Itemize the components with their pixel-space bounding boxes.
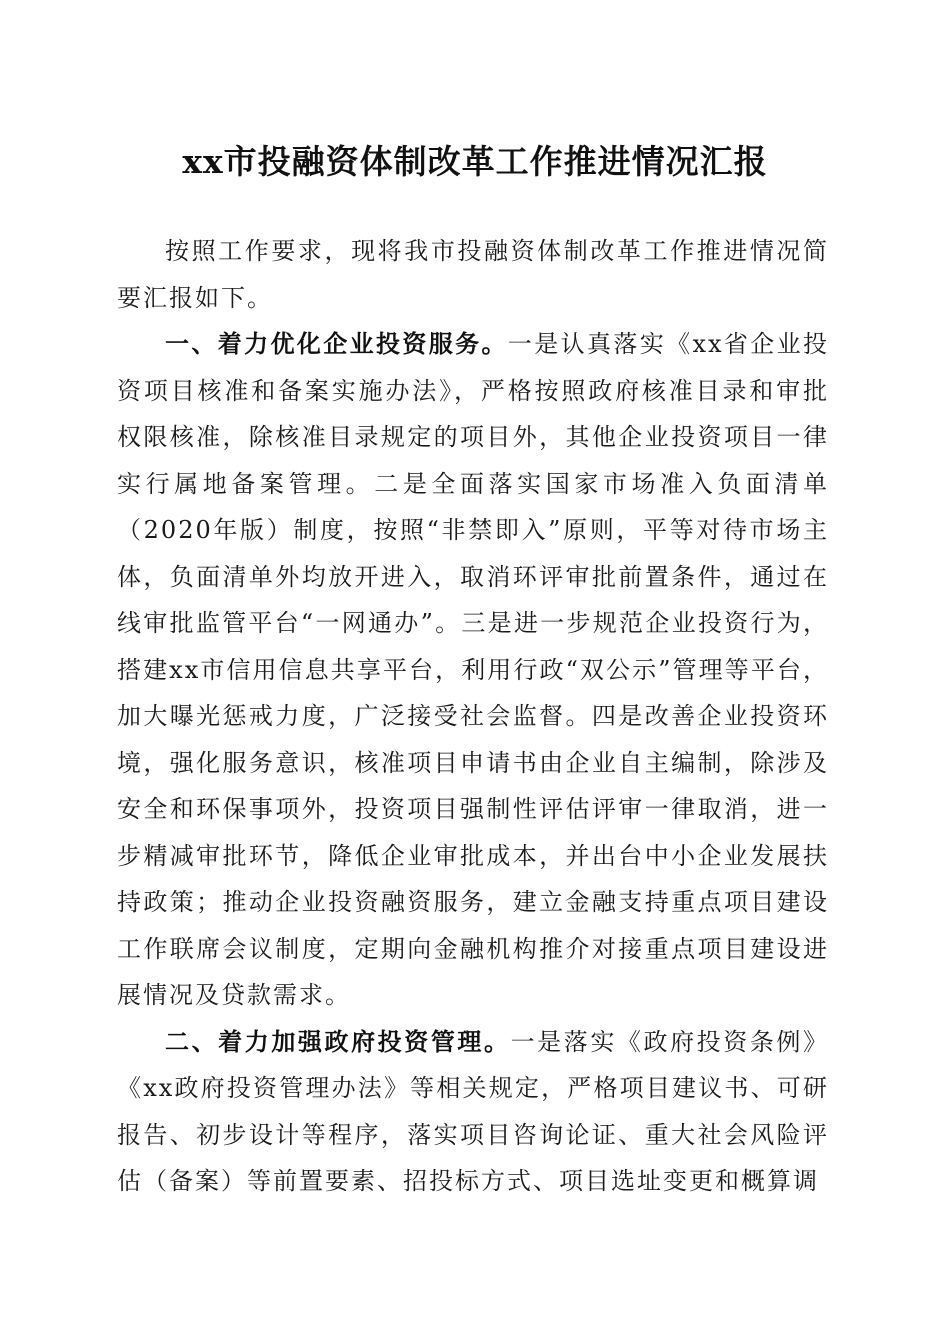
section-heading-2: 二、着力加强政府投资管理。: [165, 1027, 511, 1056]
section-text-1: 一是认真落实《xx省企业投资项目核准和备案实施办法》，严格按照政府核准目录和审批权限核准，除核准目录规定的项目外，其他企业投资项目一律实行属地备案管理。二是全面落实国家市场准入负面清单（2020年版）制度，按照“非禁即入”原则，平等对待市场主体，负面清单外均放开进入，取消环评审批前置条件，通过在线审批监管平台“一网通办”。三是进一步规范企业投资行为，搭建xx市信用信息共享平台，利用行政“双公示”管理等平台，加大曝光惩戒力度，广泛接受社会监督。四是改善企业投资环境，强化服务意识，核准项目申请书由企业自主编制，除涉及安全和环保事项外，投资项目强制性评估评审一律取消，进一步精减审批环节，降低企业审批成本，并出台中小企业发展扶持政策；推动企业投资融资服务，建立金融支持重点项目建设工作联席会议制度，定期向金融机构推介对接重点项目建设进展情况及贷款需求。: [117, 330, 830, 1009]
section-paragraph-2: [117, 1019, 829, 1205]
document-title: xx市投融资体制改革工作推进情况汇报: [182, 142, 768, 181]
document-body: [117, 228, 829, 1205]
intro-paragraph: 按照工作要求，现将我市投融资体制改革工作推进情况简要汇报如下。: [117, 237, 829, 312]
section-paragraph-1: [117, 321, 829, 1019]
section-text-2: 一是落实《政府投资条例》《xx政府投资管理办法》等相关规定，严格项目建议书、可研报告、初步设计等程序，落实项目咨询论证、重大社会风险评估（备案）等前置要素、招投标方式、项目选址变更和概算调: [117, 1027, 830, 1195]
section-heading-1: 一、着力优化企业投资服务。: [165, 330, 508, 358]
